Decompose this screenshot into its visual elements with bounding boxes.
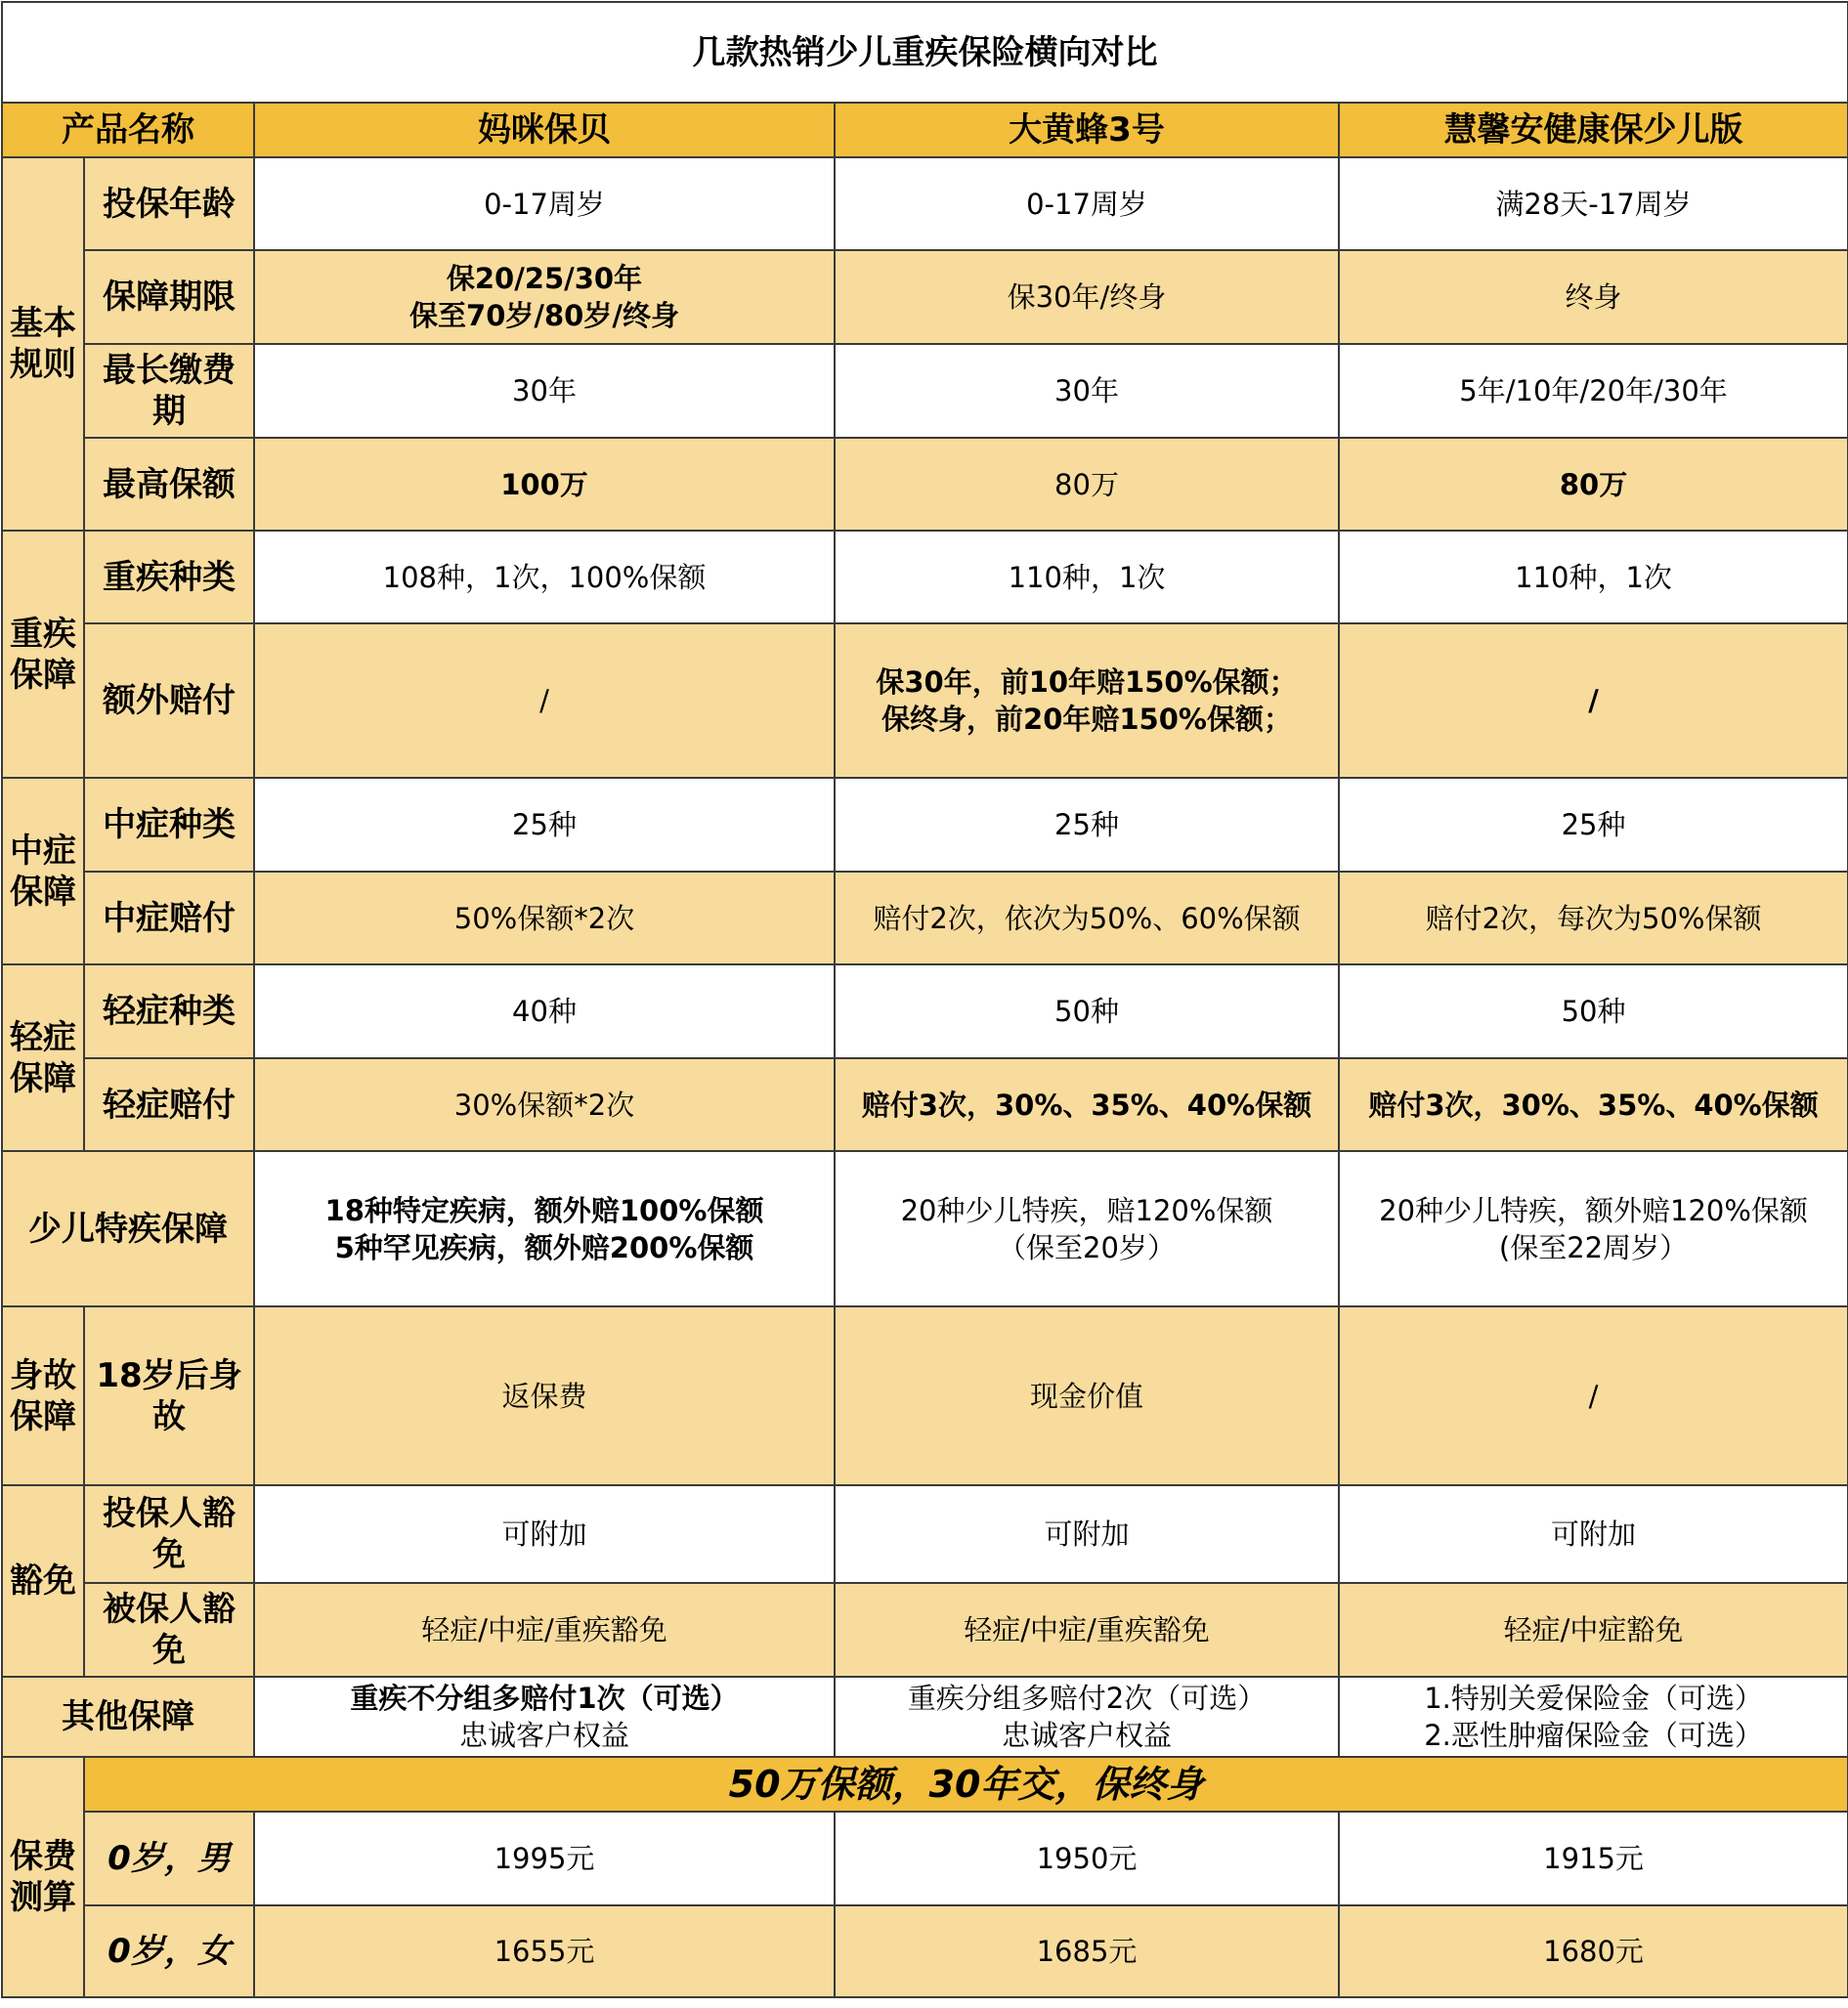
cell-ci-types-2: 110种，1次 — [835, 531, 1339, 623]
cell-term-3: 终身 — [1339, 250, 1848, 344]
cell-term-2: 保30年/终身 — [835, 250, 1339, 344]
cell-male-1: 1995元 — [254, 1812, 835, 1905]
cell-max-3: 80万 — [1339, 438, 1848, 531]
cell-pay-2: 30年 — [835, 344, 1339, 438]
cell-mod-pay-3: 赔付2次，每次为50%保额 — [1339, 872, 1848, 964]
cell-pay-3: 5年/10年/20年/30年 — [1339, 344, 1848, 438]
cell-female-3: 1680元 — [1339, 1905, 1848, 1997]
cell-ci-extra-3: / — [1339, 623, 1848, 778]
group-critical-illness: 重疾保障 — [2, 531, 84, 778]
product-name-1: 妈咪保贝 — [254, 103, 835, 157]
row-label-child-disease: 少儿特疾保障 — [2, 1151, 254, 1306]
group-basic-rules: 基本规则 — [2, 157, 84, 531]
cell-mild-types-3: 50种 — [1339, 964, 1848, 1058]
cell-age-1: 0-17周岁 — [254, 157, 835, 250]
cell-waiver-holder-1: 可附加 — [254, 1485, 835, 1583]
premium-banner: 50万保额，30年交，保终身 — [84, 1757, 1848, 1812]
cell-male-3: 1915元 — [1339, 1812, 1848, 1905]
cell-max-1: 100万 — [254, 438, 835, 531]
product-name-3: 慧馨安健康保少儿版 — [1339, 103, 1848, 157]
cell-max-2: 80万 — [835, 438, 1339, 531]
cell-pay-1: 30年 — [254, 344, 835, 438]
comparison-table — [1, 1, 1848, 1998]
product-name-2: 大黄蜂3号 — [835, 103, 1339, 157]
cell-mod-types-1: 25种 — [254, 778, 835, 872]
cell-ci-types-1: 108种，1次，100%保额 — [254, 531, 835, 623]
cell-mod-pay-2: 赔付2次，依次为50%、60%保额 — [835, 872, 1339, 964]
cell-waiver-insured-2: 轻症/中症/重疾豁免 — [835, 1583, 1339, 1677]
row-label-ci-types: 重疾种类 — [84, 531, 254, 623]
cell-mild-pay-3: 赔付3次，30%、35%、40%保额 — [1339, 1058, 1848, 1151]
row-label-female: 0岁，女 — [84, 1905, 254, 1997]
cell-mod-pay-1: 50%保额*2次 — [254, 872, 835, 964]
row-label-age: 投保年龄 — [84, 157, 254, 250]
cell-child-1: 18种特定疾病，额外赔100%保额 5种罕见疾病，额外赔200%保额 — [254, 1151, 835, 1306]
row-label-ci-extra: 额外赔付 — [84, 623, 254, 778]
group-moderate: 中症保障 — [2, 778, 84, 964]
row-label-death18: 18岁后身故 — [84, 1306, 254, 1485]
row-label-pay-period: 最长缴费期 — [84, 344, 254, 438]
cell-child-3: 20种少儿特疾，额外赔120%保额 (保至22周岁） — [1339, 1151, 1848, 1306]
row-label-term: 保障期限 — [84, 250, 254, 344]
cell-mild-pay-2: 赔付3次，30%、35%、40%保额 — [835, 1058, 1339, 1151]
cell-mild-types-2: 50种 — [835, 964, 1339, 1058]
row-label-other: 其他保障 — [2, 1677, 254, 1757]
cell-other-2: 重疾分组多赔付2次（可选） 忠诚客户权益 — [835, 1677, 1339, 1757]
row-label-mild-pay: 轻症赔付 — [84, 1058, 254, 1151]
cell-death18-3: / — [1339, 1306, 1848, 1485]
header-label: 产品名称 — [2, 103, 254, 157]
cell-mod-types-3: 25种 — [1339, 778, 1848, 872]
cell-female-2: 1685元 — [835, 1905, 1339, 1997]
group-death: 身故保障 — [2, 1306, 84, 1485]
cell-ci-extra-1: / — [254, 623, 835, 778]
cell-death18-1: 返保费 — [254, 1306, 835, 1485]
cell-term-1: 保20/25/30年 保至70岁/80岁/终身 — [254, 250, 835, 344]
group-premium: 保费测算 — [2, 1757, 84, 1997]
cell-waiver-insured-3: 轻症/中症豁免 — [1339, 1583, 1848, 1677]
page-title: 几款热销少儿重疾保险横向对比 — [2, 2, 1848, 103]
row-label-mod-pay: 中症赔付 — [84, 872, 254, 964]
cell-other-3: 1.特别关爱保险金（可选） 2.恶性肿瘤保险金（可选） — [1339, 1677, 1848, 1757]
cell-other-1: 重疾不分组多赔付1次（可选） 忠诚客户权益 — [254, 1677, 835, 1757]
cell-mod-types-2: 25种 — [835, 778, 1339, 872]
cell-female-1: 1655元 — [254, 1905, 835, 1997]
row-label-waiver-holder: 投保人豁免 — [84, 1485, 254, 1583]
row-label-mild-types: 轻症种类 — [84, 964, 254, 1058]
cell-child-2: 20种少儿特疾，赔120%保额 （保至20岁） — [835, 1151, 1339, 1306]
group-waiver: 豁免 — [2, 1485, 84, 1677]
row-label-max-amount: 最高保额 — [84, 438, 254, 531]
cell-ci-types-3: 110种，1次 — [1339, 531, 1848, 623]
cell-mild-pay-1: 30%保额*2次 — [254, 1058, 835, 1151]
row-label-mod-types: 中症种类 — [84, 778, 254, 872]
cell-age-2: 0-17周岁 — [835, 157, 1339, 250]
row-label-waiver-insured: 被保人豁免 — [84, 1583, 254, 1677]
row-label-male: 0岁，男 — [84, 1812, 254, 1905]
cell-waiver-holder-2: 可附加 — [835, 1485, 1339, 1583]
cell-waiver-holder-3: 可附加 — [1339, 1485, 1848, 1583]
cell-mild-types-1: 40种 — [254, 964, 835, 1058]
cell-waiver-insured-1: 轻症/中症/重疾豁免 — [254, 1583, 835, 1677]
cell-death18-2: 现金价值 — [835, 1306, 1339, 1485]
cell-ci-extra-2: 保30年，前10年赔150%保额； 保终身，前20年赔150%保额； — [835, 623, 1339, 778]
group-mild: 轻症保障 — [2, 964, 84, 1151]
cell-age-3: 满28天-17周岁 — [1339, 157, 1848, 250]
cell-male-2: 1950元 — [835, 1812, 1339, 1905]
